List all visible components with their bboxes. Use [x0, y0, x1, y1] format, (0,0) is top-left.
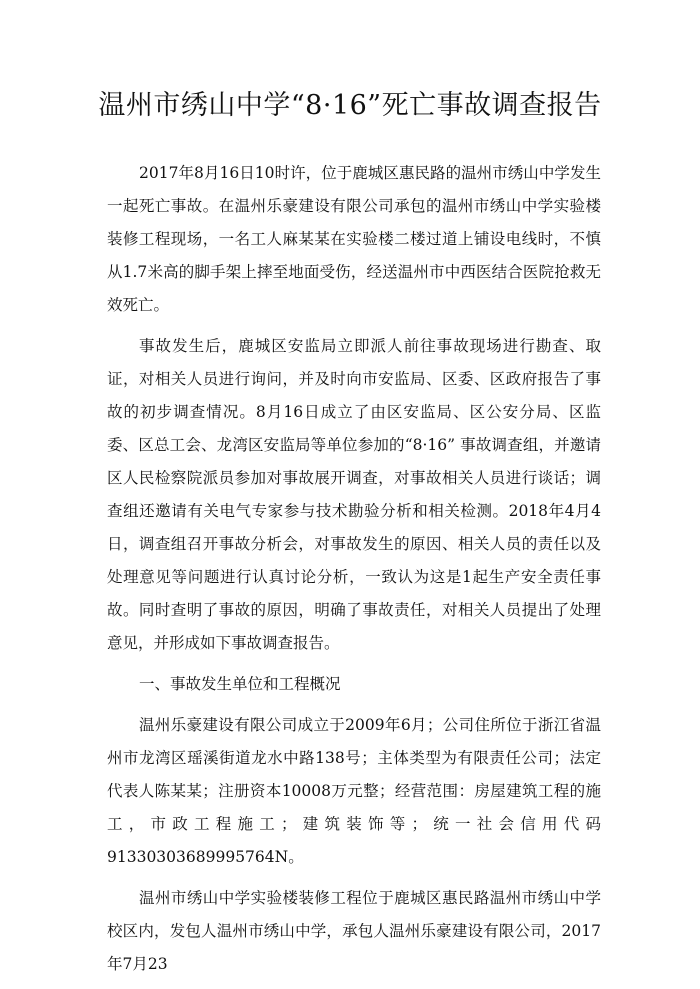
document-body — [107, 157, 601, 989]
section-heading: 一、事故发生单位和工程概况 — [139, 675, 341, 693]
document-title: 温州市绣山中学“8·16”死亡事故调查报告 — [98, 90, 602, 121]
paragraph-project-info: 温州市绣山中学实验楼装修工程位于鹿城区惠民路温州市绣山中学校区内，发包人温州市绣山中学，承包人温州乐豪建设有限公司，2017年7月23 — [107, 889, 601, 973]
paragraph-company-info: 温州乐豪建设有限公司成立于2009年6月；公司住所位于浙江省温州市龙湾区瑶溪街道龙水中路138号；主体类型为有限责任公司；法定代表人陈某某；注册资本10008万元整；经营范围：房屋建筑工程的施工，市政工程施工；建筑装饰等；统一社会信用代码91330303689995764N。 — [107, 716, 601, 866]
paragraph-incident-summary: 2017年8月16日10时许，位于鹿城区惠民路的温州市绣山中学发生一起死亡事故。在温州乐豪建设有限公司承包的温州市绣山中学实验楼装修工程现场，一名工人麻某某在实验楼二楼过道上铺设电线时，不慎从1.7米高的脚手架上摔至地面受伤，经送温州市中西医结合医院抢救无效死亡。 — [107, 164, 601, 314]
paragraph-investigation: 事故发生后，鹿城区安监局立即派人前往事故现场进行勘查、取证，对相关人员进行询问，并及时向市安监局、区委、区政府报告了事故的初步调查情况。8月16日成立了由区安监局、区公安分局、区监委、区总工会、龙湾区安监局等单位参加的“8·16” 事故调查组，并邀请区人民检察院派员参加对事故展开调查，对事故相关人员进行谈话；调查组还邀请有关电气专家参与技术勘验分析和相关检测。2018年4月4日，调查组召开事故分析会，对事故发生的原因、相关人员的责任以及处理意见等问题进行认真讨论分析，一致认为这是1起生产安全责任事故。同时查明了事故的原因，明确了事故责任，对相关人员提出了处理意见，并形成如下事故调查报告。 — [107, 337, 601, 652]
